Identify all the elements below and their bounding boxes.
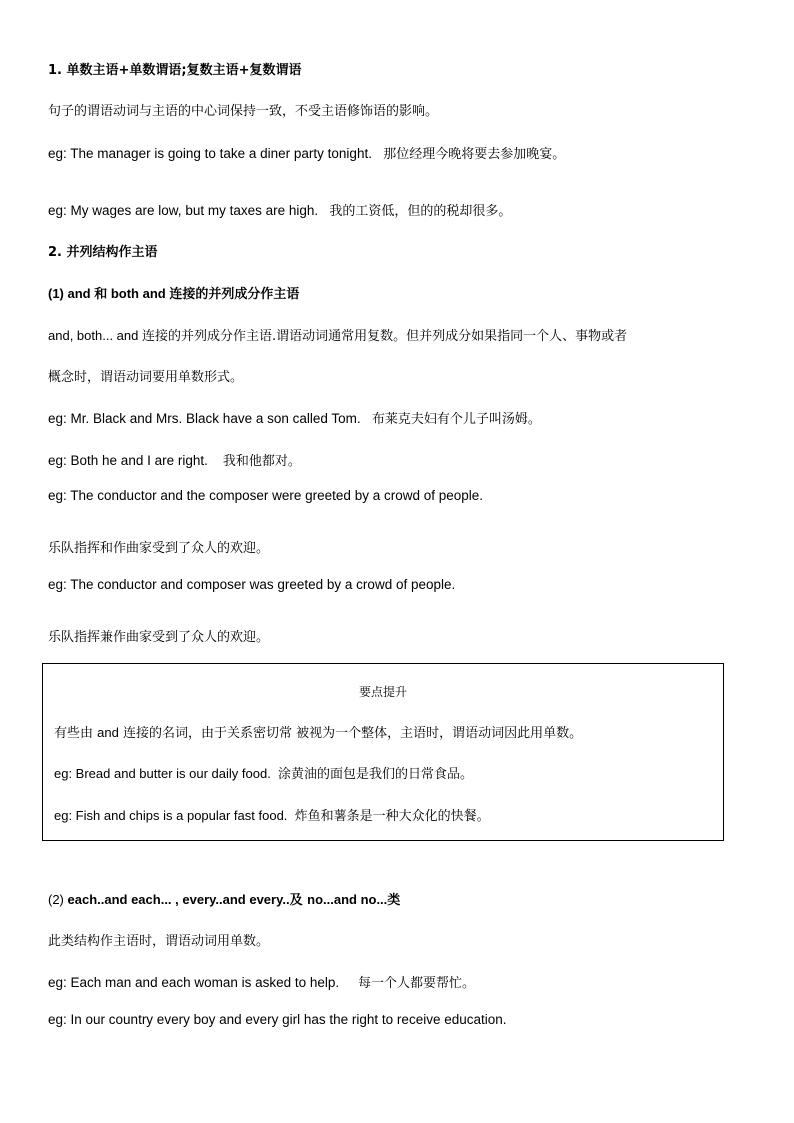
subsection-heading-suffix: 类 xyxy=(387,893,401,908)
example-sentence xyxy=(54,806,490,827)
example-chinese: 每一个人都要帮忙。 xyxy=(357,976,475,991)
rule-text-continued: 概念时，谓语动词要用单数形式。 xyxy=(48,370,244,385)
example-sentence: eg: The conductor and the composer were greeted by a crowd of people. xyxy=(48,488,484,503)
example-english: eg: Each man and each woman is asked to help. xyxy=(48,975,340,990)
subsection-heading-1 xyxy=(48,284,299,305)
subsection-heading-en2: no...and no... xyxy=(307,892,388,907)
example-chinese: 我的工资低，但的的税却很多。 xyxy=(329,204,512,219)
subsection-heading-en: (1) and 和 both and xyxy=(48,286,170,301)
subsection-heading-2 xyxy=(48,890,400,911)
subsection-heading-zh: 连接的并列成分作主语 xyxy=(169,287,300,302)
example-sentence xyxy=(48,201,511,222)
section-heading-1: 1. 单数主语+单数谓语;复数主语+复数谓语 xyxy=(48,63,302,78)
subsection-heading-en: each..and each... , every..and every.. xyxy=(67,892,290,907)
example-sentence: eg: The conductor and composer was greeted by a crowd of people. xyxy=(48,577,456,592)
example-english: eg: Both he and I are right. xyxy=(48,453,208,468)
example-english: eg: Mr. Black and Mrs. Black have a son called Tom. xyxy=(48,411,361,426)
example-english: eg: The manager is going to take a diner party tonight. xyxy=(48,146,372,161)
example-chinese: 我和他都对。 xyxy=(222,454,301,469)
example-english: eg: Fish and chips is a popular fast food. xyxy=(54,808,288,823)
example-english: eg: My wages are low, but my taxes are high. xyxy=(48,203,319,218)
section-heading-2: 2. 并列结构作主语 xyxy=(48,245,158,260)
keypoint-rule xyxy=(54,723,582,744)
keypoint-box xyxy=(42,663,724,841)
example-chinese: 布莱克夫妇有个儿子叫汤姆。 xyxy=(371,412,541,427)
example-sentence xyxy=(48,973,475,994)
example-chinese: 那位经理今晚将要去参加晚宴。 xyxy=(383,147,566,162)
example-sentence: eg: In our country every boy and every girl has the right to receive education. xyxy=(48,1012,507,1027)
example-english: eg: Bread and butter is our daily food. xyxy=(54,766,271,781)
keypoint-title: 要点提升 xyxy=(358,685,407,699)
example-translation: 乐队指挥和作曲家受到了众人的欢迎。 xyxy=(48,541,270,556)
rule-en: and, both... and xyxy=(48,328,142,343)
example-chinese: 涂黄油的面包是我们的日常食品。 xyxy=(278,767,474,782)
example-sentence xyxy=(48,409,541,430)
rule-text: 此类结构作主语时，谓语动词用单数。 xyxy=(48,934,270,949)
keypoint-rule-en: and xyxy=(97,725,119,740)
example-sentence xyxy=(48,144,565,165)
example-chinese: 炸鱼和薯条是一种大众化的快餐。 xyxy=(294,809,490,824)
subsection-heading-mid: 及 xyxy=(289,893,308,908)
rule-text xyxy=(48,326,627,347)
keypoint-rule-pre: 有些由 xyxy=(54,726,98,741)
subsection-heading-prefix: (2) xyxy=(48,892,68,907)
example-sentence xyxy=(54,764,473,785)
rule-zh: 连接的并列成分作主语.谓语动词通常用复数。但并列成分如果指同一个人、事物或者 xyxy=(141,329,628,344)
keypoint-rule-post: 连接的名词，由于关系密切常 被视为一个整体，主语时，谓语动词因此用单数。 xyxy=(118,726,583,741)
example-translation: 乐队指挥兼作曲家受到了众人的欢迎。 xyxy=(48,630,270,645)
example-sentence xyxy=(48,451,301,472)
rule-text: 句子的谓语动词与主语的中心词保持一致，不受主语修饰语的影响。 xyxy=(48,104,439,119)
